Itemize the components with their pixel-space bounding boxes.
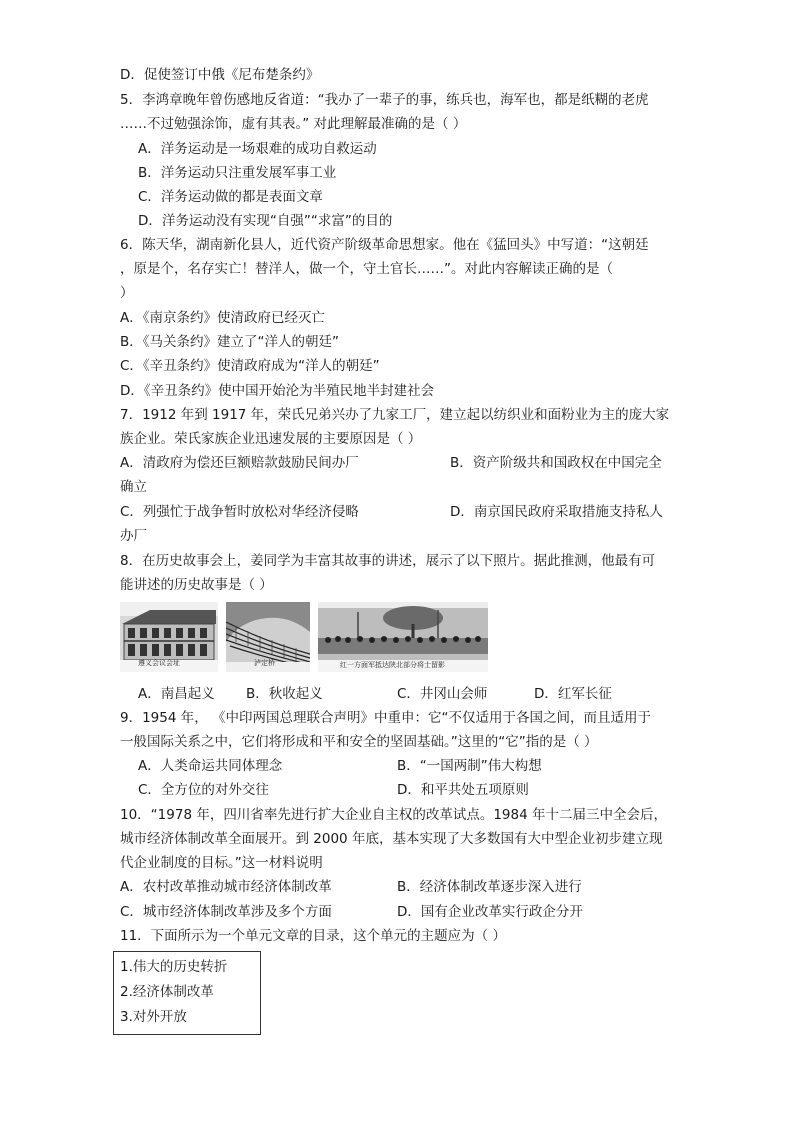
q6-stem-line3: ）	[120, 285, 134, 301]
q8-option-b: B．秋收起义	[246, 686, 323, 702]
q6-option-b: B．《马关条约》建立了“洋人的朝廷”	[120, 334, 339, 350]
q8-option-c: C．井冈山会师	[397, 686, 488, 702]
q6-option-d: D．《辛丑条约》使中国开始沦为半殖民地半封建社会	[120, 383, 435, 399]
q6-stem-line2: ，原是个，名存实亡！替洋人，做一个，守土官长……”。对此内容解读正确的是（	[120, 261, 613, 277]
q10-stem-line2: 城市经济体制改革全面展开。到 2000 年底，基本实现了大多数国有大中型企业初步建立现	[120, 831, 663, 847]
q6-option-c: C．《辛丑条约》使清政府成为“洋人的朝廷”	[120, 358, 380, 374]
q10-option-c: C．城市经济体制改革涉及多个方面	[120, 904, 332, 920]
q8-stem-line2: 能讲述的历史故事是（ ）	[120, 577, 273, 593]
q9-option-c: C．全方位的对外交往	[138, 782, 269, 798]
q7-option-b: B．资产阶级共和国政权在中国完全	[450, 455, 662, 471]
q9-stem-line1: 9．1954 年， 《中印两国总理联合声明》中重申：它“不仅适用于各国之间，而且适用于	[120, 710, 652, 726]
q6-stem-line1: 6．陈天华，湖南新化县人，近代资产阶级革命思想家。他在《猛回头》中写道：“这朝廷	[120, 237, 649, 253]
q10-option-d: D．国有企业改革实行政企分开	[397, 904, 583, 920]
q8-option-a: A．南昌起义	[138, 686, 215, 702]
photo2-caption: 泸定桥	[254, 659, 275, 667]
q9-option-d: D．和平共处五项原则	[397, 782, 529, 798]
q5-option-a: A．洋务运动是一场艰难的成功自救运动	[138, 141, 377, 157]
q6-option-a: A．《南京条约》使清政府已经灭亡	[120, 310, 325, 326]
q9-option-b: B．“一国两制”伟大构想	[397, 758, 542, 774]
q4-option-d: D．促使签订中俄《尼布楚条约》	[120, 67, 320, 83]
q10-stem-line3: 代企业制度的目标。”这一材料说明	[120, 855, 323, 871]
q7-option-c: C．列强忙于战争暂时放松对华经济侵略	[120, 504, 359, 520]
toc-item-3: 3.对外开放	[120, 1009, 187, 1025]
q9-option-a: A．人类命运共同体理念	[138, 758, 283, 774]
q11-stem: 11．下面所示为一个单元文章的目录，这个单元的主题应为（ ）	[120, 928, 506, 944]
q5-option-d: D．洋务运动没有实现“自强”“求富”的目的	[138, 213, 393, 229]
q5-stem-line2: ……不过勉强涂饰，虚有其表。” 对此理解最准确的是（ ）	[120, 116, 467, 132]
q5-option-b: B．洋务运动只注重发展军事工业	[138, 165, 337, 181]
q7-option-b-cont: 确立	[120, 479, 147, 495]
q10-stem-line1: 10．“1978 年，四川省率先进行扩大企业自主权的改革试点。1984 年十二届三中全会后，	[120, 807, 667, 823]
q5-option-c: C．洋务运动做的都是表面文章	[138, 189, 323, 205]
q8-photo-strip	[120, 602, 490, 672]
q7-stem-line2: 族企业。荣氏家族企业迅速发展的主要原因是（ ）	[120, 431, 422, 447]
q7-option-d-cont: 办厂	[120, 528, 147, 544]
q5-stem-line1: 5．李鸿章晚年曾伤感地反省道：“我办了一辈子的事，练兵也，海军也，都是纸糊的老虎	[120, 92, 649, 108]
q10-option-a: A．农村改革推动城市经济体制改革	[120, 879, 332, 895]
q11-table-of-contents	[113, 951, 261, 1035]
toc-item-2: 2.经济体制改革	[120, 984, 214, 1000]
q7-option-d: D．南京国民政府采取措施支持私人	[450, 504, 663, 520]
toc-item-1: 1.伟大的历史转折	[120, 959, 228, 975]
q7-option-a: A．清政府为偿还巨额赔款鼓励民间办厂	[120, 455, 359, 471]
q8-option-d: D．红军长征	[534, 686, 612, 702]
photo3-caption: 红一方面军抵达陕北部分将士留影	[340, 661, 445, 669]
q9-stem-line2: 一般国际关系之中，它们将形成和平和安全的坚固基础。”这里的“它”指的是（ ）	[120, 734, 598, 750]
q7-stem-line1: 7．1912 年到 1917 年，荣氏兄弟兴办了九家工厂，建立起以纺织业和面粉业为主的庞大家	[120, 407, 670, 423]
q8-stem-line1: 8．在历史故事会上，姜同学为丰富其故事的讲述，展示了以下照片。据此推测，他最有可	[120, 553, 656, 569]
photo1-caption: 遵义会议会址	[138, 659, 180, 667]
q10-option-b: B．经济体制改革逐步深入进行	[397, 879, 582, 895]
